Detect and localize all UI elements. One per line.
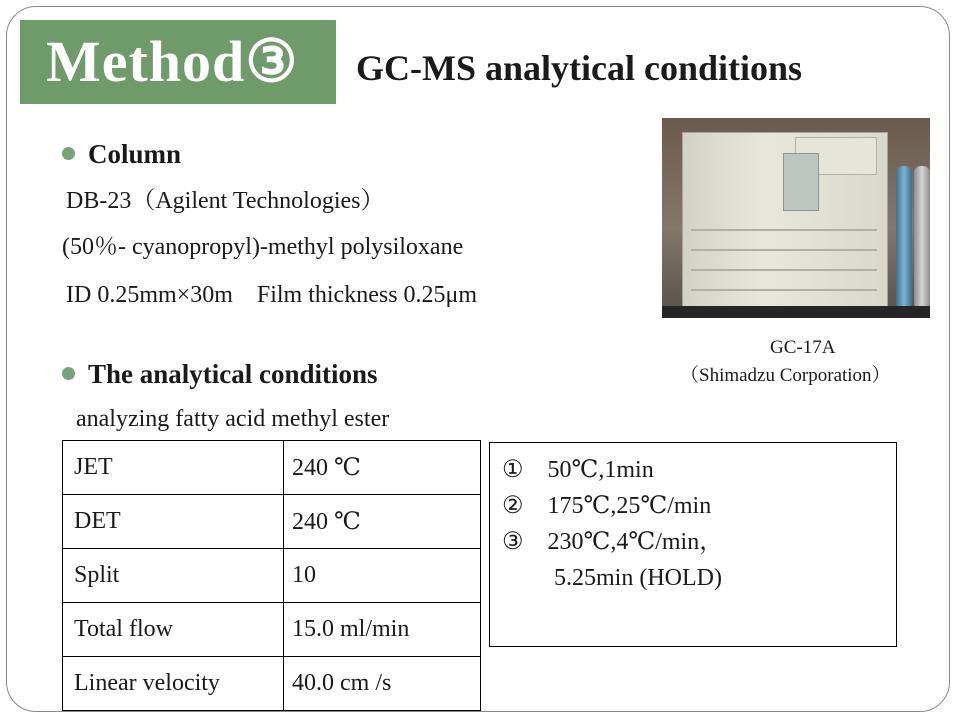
table-row: [63, 549, 481, 603]
gas-cylinder: [914, 166, 930, 306]
table-row: [63, 441, 481, 495]
temp-step-3: ③ 230℃,4℃/min，: [502, 529, 724, 555]
gc-vent-slot: [691, 289, 877, 291]
table-cell-value: 40.0 cm /s: [284, 657, 481, 711]
gc-unit-body: [682, 132, 888, 308]
table-cell-value: 15.0 ml/min: [284, 603, 481, 657]
table-row: [63, 657, 481, 711]
conditions-table: [62, 440, 481, 711]
analytical-subtitle: analyzing fatty acid methyl ester: [76, 406, 390, 432]
temp-step-2: ② 175℃,25℃/min: [502, 493, 712, 519]
method-badge-label: Method③: [46, 29, 299, 94]
bench-surface: [662, 306, 930, 318]
column-heading: Column: [88, 139, 182, 169]
method-badge: [20, 20, 336, 104]
gc-control-panel: [783, 153, 819, 211]
table-cell-value: 10: [284, 549, 481, 603]
temperature-program-box: [489, 442, 897, 647]
temp-step-1: ① 50℃,1min: [502, 457, 654, 483]
table-row: [63, 603, 481, 657]
temp-step-hold: 5.25min (HOLD): [554, 565, 722, 591]
gc-vent-slot: [691, 269, 877, 271]
bullet-icon: [62, 367, 75, 380]
photo-caption-model: GC-17A: [770, 337, 836, 358]
column-phase: (50％- cyanopropyl)-methyl polysiloxane: [62, 234, 464, 260]
slide-title: GC-MS analytical conditions: [356, 48, 803, 88]
table-cell-value: 240 ℃: [284, 441, 481, 495]
gc-instrument-photo: [662, 118, 930, 318]
analytical-heading: The analytical conditions: [88, 359, 378, 389]
table-cell-label: DET: [63, 495, 284, 549]
table-cell-label: Total flow: [63, 603, 284, 657]
gc-vent-slot: [691, 249, 877, 251]
table-row: [63, 495, 481, 549]
photo-caption-maker: （Shimadzu Corporation）: [680, 365, 891, 386]
column-dimensions: ID 0.25mm×30m Film thickness 0.25μm: [66, 282, 478, 308]
gc-vent-slot: [691, 229, 877, 231]
table-cell-label: JET: [63, 441, 284, 495]
bullet-icon: [62, 147, 75, 160]
column-name: DB-23（Agilent Technologies）: [66, 188, 385, 214]
table-cell-label: Linear velocity: [63, 657, 284, 711]
gas-cylinder: [896, 166, 912, 306]
table-cell-value: 240 ℃: [284, 495, 481, 549]
table-cell-label: Split: [63, 549, 284, 603]
